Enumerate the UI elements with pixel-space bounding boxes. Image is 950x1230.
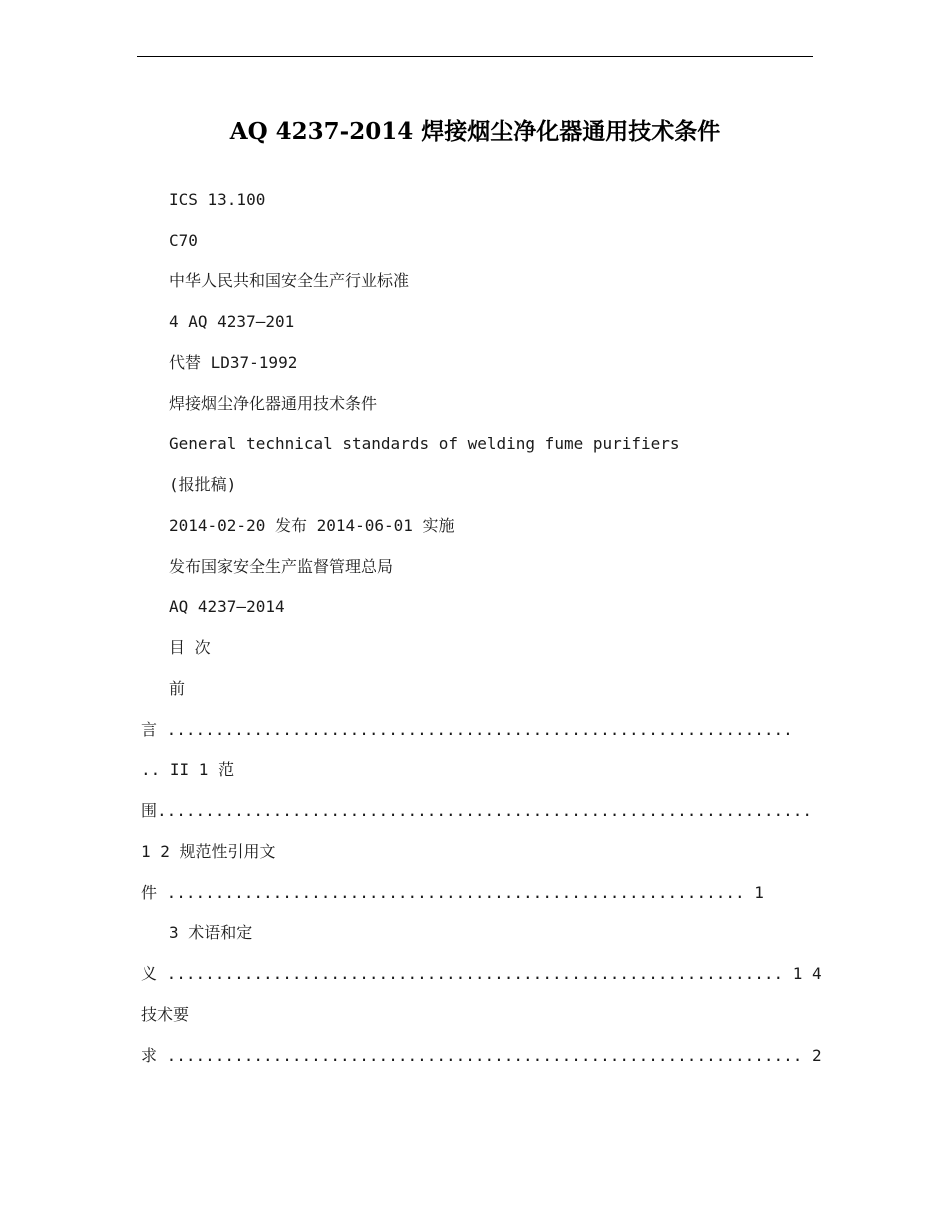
document-title: AQ 4237-2014 焊接烟尘净化器通用技术条件: [229, 118, 721, 145]
toc-line: 件 ............................................................ 1: [141, 883, 764, 902]
toc-line: 求 .................................................................. 2: [141, 1046, 822, 1065]
toc-line: .. II 1 范: [141, 760, 235, 779]
ics-code: ICS 13.100: [169, 190, 266, 209]
toc-line: 言 .................................................................: [141, 720, 793, 739]
toc-line: 1 2 规范性引用文: [141, 842, 276, 861]
toc-line: 前: [169, 679, 186, 698]
toc-heading: 目 次: [169, 638, 211, 657]
publish-dates: 2014-02-20 发布 2014-06-01 实施: [169, 516, 455, 535]
toc-line: 义 ................................................................ 1 4: [141, 964, 822, 983]
issuer: 发布国家安全生产监督管理总局: [169, 557, 394, 576]
standard-type: 中华人民共和国安全生产行业标准: [169, 271, 410, 290]
replaces-note: 代替 LD37-1992: [169, 353, 298, 372]
standard-code: AQ 4237—2014: [169, 597, 285, 616]
classification-code: C70: [169, 231, 198, 250]
toc-line: 围....................................................................: [141, 801, 813, 820]
standard-code-split: 4 AQ 4237—201: [169, 312, 295, 331]
title-english: General technical standards of welding fume purifiers: [169, 434, 680, 453]
title-chinese: 焊接烟尘净化器通用技术条件: [169, 394, 378, 413]
toc-line: 3 术语和定: [169, 923, 253, 942]
toc-line: 技术要: [141, 1005, 190, 1024]
header-rule: [137, 56, 813, 57]
draft-status: (报批稿): [169, 475, 237, 494]
